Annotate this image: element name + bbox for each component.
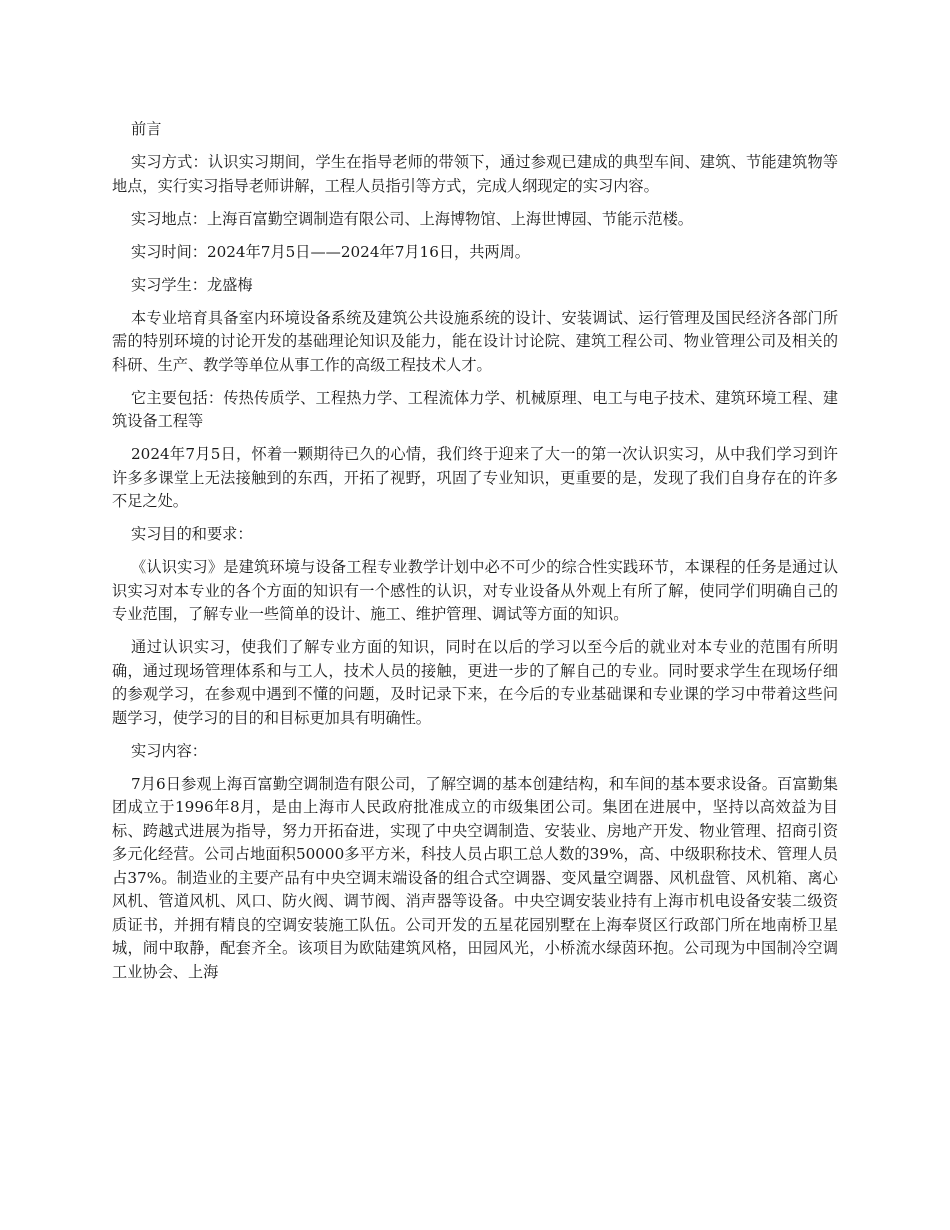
content-heading: 实习内容：: [131, 741, 207, 760]
internship-student-paragraph: 实习学生：龙盛梅: [131, 275, 253, 294]
goals-paragraph-2: 通过认识实习，使我们了解专业方面的知识，同时在以后的学习以至今后的就业对本专业的范围有所明确，通过现场管理体系和与工人，技术人员的接触，更进一步的了解自己的专业。同时要求学生在现场仔细的参观学习，在参观中遇到不懂的问题，及时记录下来，在今后的专业基础课和专业课的学习中带着这些问题学习，使学习的目的和目标更加具有明确性。: [112, 638, 838, 727]
preface-heading: 前言: [131, 120, 162, 138]
goals-paragraph-1: 《认识实习》是建筑环境与设备工程专业教学计划中必不可少的综合性实践环节，本课程的任务是通过认识实习对本专业的各个方面的知识有一个感性的认识，对专业设备从外观上有所了解，使同学们明确自己的专业范围，了解专业一些简单的设计、施工、维护管理、调试等方面的知识。: [112, 558, 838, 623]
internship-method-paragraph: 实习方式：认识实习期间，学生在指导老师的带领下，通过参观已建成的典型车间、建筑、节能建筑物等地点，实行实习指导老师讲解，工程人员指引等方式，完成人纲现定的实习内容。: [112, 153, 838, 195]
major-courses-paragraph: 它主要包括：传热传质学、工程热力学、工程流体力学、机械原理、电工与电子技术、建筑环境工程、建筑设备工程等: [112, 388, 838, 430]
internship-time-paragraph: 实习时间：2024年7月5日——2024年7月16日，共两周。: [131, 242, 530, 261]
document-page: [112, 118, 838, 994]
internship-intro-paragraph: 2024年7月5日，怀着一颗期待已久的心情，我们终于迎来了大一的第一次认识实习，从中我们学习到许许多多课堂上无法接触到的东西，开拓了视野，巩固了专业知识，更重要的是，发现了我们自身存在的许多不足之处。: [112, 445, 838, 510]
goals-heading: 实习目的和要求：: [131, 525, 253, 543]
content-paragraph-1: 7月6日参观上海百富勤空调制造有限公司，了解空调的基本创建结构，和车间的基本要求设备。百富勤集团成立于1996年8月，是由上海市人民政府批准成立的市级集团公司。集团在进展中，坚持以高效益为目标、跨越式进展为指导，努力开拓奋进，实现了中央空调制造、安装业、房地产开发、物业管理、招商引资多元化经营。公司占地面积50000多平方米，科技人员占职工总人数的39%，高、中级职称技术、管理人员占37%。制造业的主要产品有中央空调末端设备的组合式空调器、变风量空调器、风机盘管、风机箱、离心风机、管道风机、风口、防火阀、调节阀、消声器等设备。中央空调安装业持有上海市机电设备安装二级资质证书，并拥有精良的空调安装施工队伍。公司开发的五星花园别墅在上海奉贤区行政部门所在地南桥卫星城，闹中取静，配套齐全。该项目为欧陆建筑风格，田园风光，小桥流水绿茵环抱。公司现为中国制冷空调工业协会、上海: [112, 774, 838, 981]
internship-location-paragraph: 实习地点：上海百富勤空调制造有限公司、上海博物馆、上海世博园、节能示范楼。: [131, 209, 693, 228]
major-overview-paragraph: 本专业培育具备室内环境设备系统及建筑公共设施系统的设计、安装调试、运行管理及国民经济各部门所需的特别环境的讨论开发的基础理论知识及能力，能在设计讨论院、建筑工程公司、物业管理公司及相关的科研、生产、教学等单位从事工作的高级工程技术人才。: [112, 308, 838, 374]
